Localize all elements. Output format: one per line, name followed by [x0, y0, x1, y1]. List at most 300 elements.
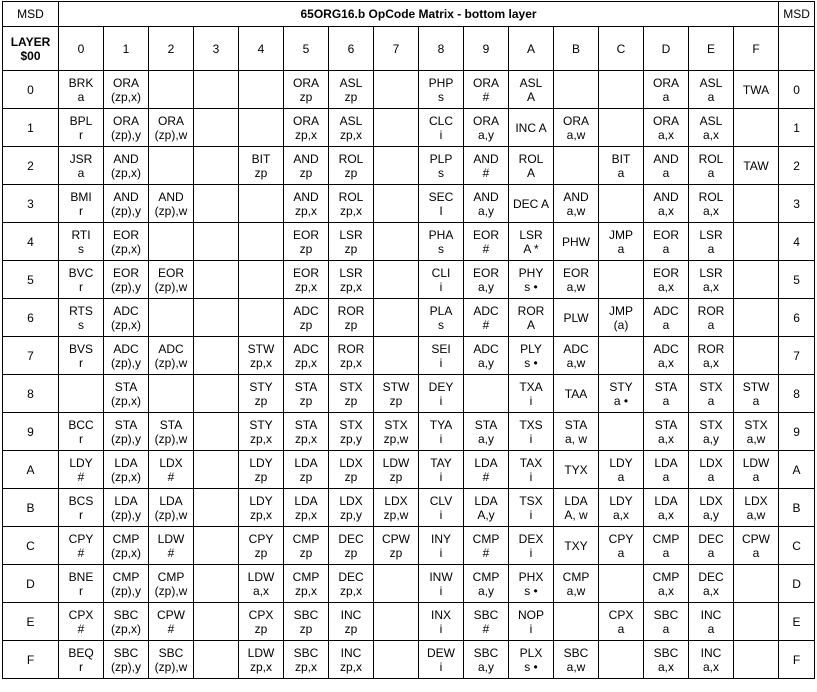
opcode-cell	[734, 413, 779, 451]
opcode-mnemonic: PLY	[520, 341, 542, 356]
empty-cell	[374, 641, 419, 679]
opcode-cell	[644, 413, 689, 451]
opcode-cell	[599, 603, 644, 641]
row-label-msd-right: 0	[779, 71, 815, 109]
opcode-row	[3, 451, 815, 489]
empty-cell	[59, 375, 104, 413]
opcode-cell	[284, 337, 329, 375]
opcode-mnemonic: BNE	[68, 569, 94, 584]
opcode-mnemonic: DEY	[428, 379, 454, 394]
opcode-mnemonic: CMP	[472, 569, 500, 584]
opcode-mnemonic: ADC	[653, 303, 679, 318]
empty-cell	[464, 375, 509, 413]
column-header-lsd: 0	[59, 27, 104, 71]
addressing-mode: a	[77, 165, 85, 180]
opcode-mnemonic: ROL	[698, 151, 724, 166]
empty-cell	[599, 337, 644, 375]
opcode-mnemonic: AND	[113, 189, 139, 204]
opcode-mnemonic: SBC	[293, 645, 319, 660]
opcode-cell	[104, 451, 149, 489]
opcode-row	[3, 147, 815, 185]
column-header-lsd: 3	[194, 27, 239, 71]
addressing-mode: A,y	[477, 507, 495, 522]
opcode-cell	[464, 185, 509, 223]
opcode-cell	[419, 337, 464, 375]
opcode-mnemonic: TXA	[519, 379, 543, 394]
row-label-msd-right: 2	[779, 147, 815, 185]
opcode-mnemonic: BIT	[611, 151, 631, 166]
addressing-mode: a,w	[746, 431, 766, 446]
opcode-cell	[104, 527, 149, 565]
addressing-mode: a,x	[702, 355, 719, 370]
opcode-cell	[734, 71, 779, 109]
opcode-cell	[509, 489, 554, 527]
opcode-mnemonic: ASL	[519, 75, 543, 90]
opcode-cell	[464, 109, 509, 147]
opcode-row	[3, 641, 815, 679]
empty-cell	[239, 261, 284, 299]
opcode-cell	[329, 109, 374, 147]
opcode-cell	[59, 603, 104, 641]
addressing-mode: a,w	[566, 203, 586, 218]
addressing-mode: a	[707, 469, 715, 484]
opcode-mnemonic: ADC	[113, 341, 139, 356]
empty-cell	[149, 147, 194, 185]
opcode-mnemonic: CMP	[652, 531, 680, 546]
opcode-cell	[509, 641, 554, 679]
opcode-mnemonic: LDW	[742, 455, 770, 470]
addressing-mode: (zp),y	[111, 279, 141, 294]
opcode-mnemonic: PHX	[518, 569, 544, 584]
opcode-mnemonic: STX	[744, 417, 768, 432]
opcode-cell	[464, 299, 509, 337]
layer-label-cell	[3, 27, 59, 71]
addressing-mode: zp,x	[249, 659, 272, 674]
opcode-cell	[554, 223, 599, 261]
addressing-mode: i	[439, 545, 443, 560]
opcode-mnemonic: DEC	[338, 569, 364, 584]
opcode-cell	[284, 223, 329, 261]
opcode-cell	[689, 299, 734, 337]
opcode-cell	[644, 565, 689, 603]
addressing-mode: #	[482, 469, 490, 484]
opcode-cell	[644, 337, 689, 375]
opcode-cell	[644, 603, 689, 641]
addressing-mode: r	[79, 127, 83, 142]
addressing-mode: (zp,x)	[111, 621, 141, 636]
addressing-mode: #	[77, 545, 85, 560]
opcode-mnemonic: STA	[654, 379, 678, 394]
opcode-cell	[329, 603, 374, 641]
addressing-mode: a,x	[612, 507, 629, 522]
empty-cell	[554, 603, 599, 641]
opcode-cell	[464, 527, 509, 565]
opcode-mnemonic: EOR	[652, 227, 679, 242]
opcode-cell	[419, 147, 464, 185]
addressing-mode: (zp),y	[111, 507, 141, 522]
addressing-mode: s	[78, 241, 84, 256]
opcode-mnemonic: TAX	[519, 455, 543, 470]
opcode-mnemonic: AND	[293, 189, 319, 204]
opcode-mnemonic: LDA	[114, 493, 138, 508]
addressing-mode: a,x	[702, 279, 719, 294]
empty-cell	[374, 147, 419, 185]
opcode-cell	[644, 451, 689, 489]
opcode-cell	[599, 223, 644, 261]
opcode-cell	[284, 641, 329, 679]
opcode-mnemonic: STY	[249, 417, 273, 432]
addressing-mode: a,x	[657, 431, 674, 446]
row-label-msd: 1	[3, 109, 59, 147]
empty-cell	[194, 299, 239, 337]
opcode-cell	[689, 451, 734, 489]
opcode-cell	[644, 71, 689, 109]
opcode-cell	[284, 185, 329, 223]
opcode-cell	[419, 641, 464, 679]
column-header-lsd: 2	[149, 27, 194, 71]
opcode-mnemonic: CLV	[429, 493, 453, 508]
opcode-mnemonic: SBC	[113, 607, 139, 622]
opcode-mnemonic: ROR	[517, 303, 545, 318]
opcode-mnemonic: CLI	[431, 265, 451, 280]
opcode-cell	[59, 641, 104, 679]
opcode-cell	[689, 71, 734, 109]
addressing-mode: (zp,x)	[111, 89, 141, 104]
addressing-mode: i	[439, 127, 443, 142]
addressing-mode: zp,x	[339, 659, 362, 674]
opcode-cell	[644, 223, 689, 261]
empty-cell	[194, 641, 239, 679]
opcode-matrix-body	[3, 2, 815, 679]
opcode-cell	[464, 489, 509, 527]
opcode-cell	[239, 147, 284, 185]
opcode-cell	[464, 71, 509, 109]
opcode-mnemonic: PHY	[518, 265, 544, 280]
row-label-msd: 6	[3, 299, 59, 337]
addressing-mode: zp	[344, 545, 358, 560]
addressing-mode: I	[439, 203, 443, 218]
opcode-cell	[284, 489, 329, 527]
row-label-msd: F	[3, 641, 59, 679]
addressing-mode: (zp),w	[154, 507, 188, 522]
opcode-cell	[374, 375, 419, 413]
opcode-cell	[419, 185, 464, 223]
opcode-cell	[599, 451, 644, 489]
addressing-mode: a	[617, 241, 625, 256]
opcode-cell	[104, 641, 149, 679]
addressing-mode: zp,x	[339, 279, 362, 294]
opcode-matrix-table	[2, 1, 815, 679]
opcode-mnemonic: LDY	[249, 455, 273, 470]
addressing-mode: zp	[389, 545, 403, 560]
opcode-cell	[689, 147, 734, 185]
opcode-cell	[284, 603, 329, 641]
empty-cell	[194, 375, 239, 413]
opcode-mnemonic: ADC	[473, 303, 499, 318]
row-label-msd: 7	[3, 337, 59, 375]
addressing-mode: a,x	[702, 203, 719, 218]
opcode-mnemonic: STX	[339, 417, 363, 432]
addressing-mode: i	[439, 659, 443, 674]
addressing-mode: r	[79, 431, 83, 446]
column-header-lsd: A	[509, 27, 554, 71]
opcode-cell	[464, 451, 509, 489]
opcode-cell	[419, 451, 464, 489]
addressing-mode: a,y	[477, 203, 494, 218]
opcode-mnemonic: PLW	[563, 310, 589, 325]
empty-cell	[194, 489, 239, 527]
addressing-mode: zp,y	[339, 507, 362, 522]
addressing-mode: s	[78, 317, 84, 332]
row-label-msd-right: 6	[779, 299, 815, 337]
empty-cell	[149, 223, 194, 261]
addressing-mode: a,y	[702, 431, 719, 446]
opcode-cell	[59, 223, 104, 261]
addressing-mode: a	[617, 469, 625, 484]
opcode-cell	[329, 489, 374, 527]
empty-cell	[194, 337, 239, 375]
opcode-mnemonic: AND	[473, 189, 499, 204]
addressing-mode: zp,y	[339, 431, 362, 446]
opcode-cell	[509, 603, 554, 641]
opcode-cell	[419, 527, 464, 565]
opcode-cell	[509, 109, 554, 147]
opcode-mnemonic: BRK	[68, 75, 94, 90]
empty-cell	[599, 185, 644, 223]
opcode-mnemonic: TWA	[742, 82, 770, 97]
opcode-cell	[734, 147, 779, 185]
opcode-cell	[149, 527, 194, 565]
column-header-lsd: 6	[329, 27, 374, 71]
opcode-mnemonic: LDW	[382, 455, 410, 470]
opcode-mnemonic: AND	[653, 151, 679, 166]
addressing-mode: a, w	[564, 431, 587, 446]
opcode-cell	[689, 527, 734, 565]
opcode-cell	[509, 223, 554, 261]
addressing-mode: #	[77, 469, 85, 484]
opcode-mnemonic: BPL	[69, 113, 93, 128]
opcode-mnemonic: LDA	[159, 493, 183, 508]
opcode-mnemonic: CMP	[472, 531, 500, 546]
opcode-row	[3, 527, 815, 565]
addressing-mode: A	[526, 165, 535, 180]
opcode-mnemonic: LDY	[249, 493, 273, 508]
opcode-cell	[104, 71, 149, 109]
opcode-mnemonic: LSR	[339, 227, 363, 242]
addressing-mode: zp,x	[339, 355, 362, 370]
empty-cell	[374, 223, 419, 261]
opcode-mnemonic: LDY	[609, 493, 633, 508]
opcode-cell	[509, 261, 554, 299]
opcode-mnemonic: LDY	[69, 455, 93, 470]
addressing-mode: i	[529, 431, 533, 446]
opcode-mnemonic: ORA	[652, 75, 679, 90]
addressing-mode: r	[79, 355, 83, 370]
opcode-cell	[419, 261, 464, 299]
opcode-cell	[59, 261, 104, 299]
addressing-mode: #	[482, 317, 490, 332]
addressing-mode: a,x	[252, 583, 269, 598]
opcode-mnemonic: LSR	[519, 227, 543, 242]
addressing-mode: s •	[524, 659, 538, 674]
opcode-row	[3, 71, 815, 109]
opcode-mnemonic: INC A	[515, 120, 547, 135]
opcode-cell	[149, 565, 194, 603]
opcode-cell	[599, 489, 644, 527]
addressing-mode: i	[439, 393, 443, 408]
empty-cell	[734, 603, 779, 641]
addressing-mode: (zp),y	[111, 355, 141, 370]
opcode-mnemonic: TAY	[430, 455, 452, 470]
row-label-msd-right: D	[779, 565, 815, 603]
empty-cell	[554, 147, 599, 185]
opcode-mnemonic: STA	[114, 417, 138, 432]
opcode-mnemonic: AND	[293, 151, 319, 166]
opcode-mnemonic: INY	[430, 531, 451, 546]
opcode-mnemonic: INC	[700, 607, 722, 622]
opcode-row	[3, 261, 815, 299]
addressing-mode: (zp),w	[154, 203, 188, 218]
row-label-msd-right: 3	[779, 185, 815, 223]
addressing-mode: a	[752, 393, 760, 408]
opcode-cell	[329, 147, 374, 185]
opcode-cell	[104, 375, 149, 413]
addressing-mode: zp,x	[249, 355, 272, 370]
addressing-mode: a,x	[657, 203, 674, 218]
addressing-mode: a	[662, 89, 670, 104]
addressing-mode: (zp,x)	[111, 165, 141, 180]
opcode-mnemonic: ORA	[472, 75, 499, 90]
opcode-mnemonic: SBC	[158, 645, 184, 660]
addressing-mode: zp	[254, 393, 268, 408]
addressing-mode: a	[707, 241, 715, 256]
row-label-msd-right: 5	[779, 261, 815, 299]
opcode-cell	[284, 147, 329, 185]
opcode-mnemonic: ASL	[699, 113, 723, 128]
addressing-mode: A *	[523, 241, 539, 256]
opcode-cell	[644, 375, 689, 413]
opcode-mnemonic: LDW	[157, 531, 185, 546]
opcode-mnemonic: EOR	[157, 265, 184, 280]
addressing-mode: zp	[344, 317, 358, 332]
row-label-msd-right: E	[779, 603, 815, 641]
addressing-mode: a,x	[657, 659, 674, 674]
addressing-mode: zp,x	[249, 507, 272, 522]
opcode-mnemonic: DEC	[338, 531, 364, 546]
addressing-mode: (zp),y	[111, 203, 141, 218]
opcode-cell	[284, 375, 329, 413]
opcode-row	[3, 413, 815, 451]
opcode-mnemonic: ORA	[562, 113, 589, 128]
opcode-cell	[104, 147, 149, 185]
opcode-mnemonic: DEW	[427, 645, 455, 660]
msd-corner-left: MSD	[3, 2, 59, 27]
opcode-cell	[329, 413, 374, 451]
addressing-mode: i	[439, 621, 443, 636]
addressing-mode: i	[529, 469, 533, 484]
column-header-lsd: 5	[284, 27, 329, 71]
empty-cell	[239, 185, 284, 223]
empty-cell	[734, 641, 779, 679]
addressing-mode: #	[77, 621, 85, 636]
row-label-msd: 4	[3, 223, 59, 261]
opcode-cell	[239, 641, 284, 679]
addressing-mode: #	[482, 165, 490, 180]
opcode-mnemonic: LDA	[654, 455, 678, 470]
opcode-cell	[464, 261, 509, 299]
opcode-mnemonic: LSR	[699, 227, 723, 242]
opcode-mnemonic: ROR	[697, 303, 725, 318]
opcode-mnemonic: CMP	[112, 569, 140, 584]
empty-cell	[599, 261, 644, 299]
opcode-mnemonic: DEX	[518, 531, 544, 546]
addressing-mode: i	[439, 279, 443, 294]
opcode-cell	[509, 527, 554, 565]
column-header-lsd: 9	[464, 27, 509, 71]
opcode-cell	[464, 223, 509, 261]
opcode-cell	[734, 489, 779, 527]
addressing-mode: #	[167, 545, 175, 560]
opcode-cell	[239, 451, 284, 489]
opcode-cell	[374, 451, 419, 489]
opcode-cell	[329, 71, 374, 109]
opcode-cell	[419, 375, 464, 413]
empty-cell	[734, 185, 779, 223]
opcode-mnemonic: ORA	[112, 75, 139, 90]
opcode-cell	[554, 185, 599, 223]
addressing-mode: a	[707, 545, 715, 560]
addressing-mode: (zp),w	[154, 431, 188, 446]
opcode-mnemonic: CPW	[382, 531, 410, 546]
opcode-mnemonic: LDY	[609, 455, 633, 470]
opcode-cell	[554, 413, 599, 451]
opcode-mnemonic: EOR	[472, 265, 499, 280]
addressing-mode: s •	[524, 279, 538, 294]
addressing-mode: zp	[389, 393, 403, 408]
opcode-cell	[419, 299, 464, 337]
opcode-mnemonic: TYA	[429, 417, 453, 432]
addressing-mode: (zp,x)	[111, 545, 141, 560]
addressing-mode: A, w	[564, 507, 588, 522]
opcode-cell	[644, 299, 689, 337]
opcode-cell	[554, 527, 599, 565]
addressing-mode: zp	[299, 393, 313, 408]
addressing-mode: a	[662, 621, 670, 636]
opcode-cell	[419, 109, 464, 147]
opcode-cell	[104, 489, 149, 527]
opcode-mnemonic: SBC	[113, 645, 139, 660]
opcode-cell	[554, 641, 599, 679]
addressing-mode: a	[752, 469, 760, 484]
opcode-mnemonic: STA	[294, 379, 318, 394]
row-label-msd: 9	[3, 413, 59, 451]
addressing-mode: a,w	[746, 507, 766, 522]
opcode-mnemonic: LSR	[339, 265, 363, 280]
empty-cell	[374, 185, 419, 223]
addressing-mode: zp,x	[294, 127, 317, 142]
opcode-mnemonic: LDW	[247, 569, 275, 584]
opcode-mnemonic: CPW	[157, 607, 185, 622]
opcode-cell	[554, 565, 599, 603]
addressing-mode: zp	[344, 241, 358, 256]
addressing-mode: a •	[613, 393, 629, 408]
opcode-row	[3, 223, 815, 261]
empty-cell	[239, 71, 284, 109]
opcode-mnemonic: LDX	[339, 455, 363, 470]
opcode-mnemonic: BCS	[68, 493, 94, 508]
opcode-mnemonic: SBC	[653, 645, 679, 660]
addressing-mode: a	[617, 545, 625, 560]
